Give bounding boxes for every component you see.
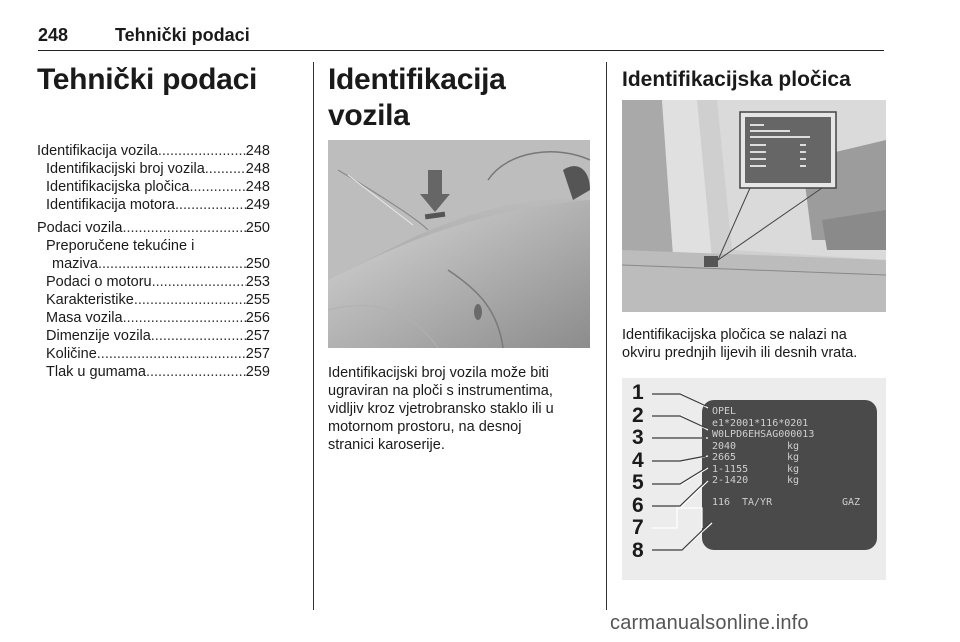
watermark: carmanualsonline.info bbox=[610, 612, 809, 634]
plate-weight-3: 1-1155 bbox=[712, 463, 749, 475]
toc-leader-dots bbox=[175, 196, 246, 214]
callout-6: 6 bbox=[632, 493, 644, 517]
plate-extra-code: GAZ bbox=[842, 496, 861, 508]
vin-text-line-1: Identifikacijski broj vozila može biti bbox=[328, 365, 549, 381]
toc-leader-dots bbox=[189, 178, 245, 196]
toc-entry-label: Identifikacijska pločica bbox=[46, 179, 190, 195]
plate-brand: OPEL bbox=[712, 406, 737, 417]
column-divider-1 bbox=[313, 62, 314, 610]
toc-entry-label: Identifikacijski broj vozila bbox=[46, 161, 205, 177]
callout-5: 5 bbox=[632, 471, 644, 494]
toc-entry[interactable] bbox=[37, 345, 270, 363]
vin-text-line-2: ugraviran na ploči s instrumentima, bbox=[328, 383, 553, 399]
toc-entry-page: 257 bbox=[245, 346, 270, 362]
toc-entry-page: 259 bbox=[245, 364, 270, 380]
vin-text-line-3: vidljiv kroz vjetrobransko staklo ili u bbox=[328, 401, 554, 417]
plate-text-line-2: okviru prednjih lijevih ili desnih vrata. bbox=[622, 345, 858, 361]
toc-entry[interactable] bbox=[37, 363, 270, 381]
toc-entry-page: 248 bbox=[245, 143, 270, 159]
toc-entry-page: 250 bbox=[245, 220, 270, 236]
id-plate-diagram bbox=[622, 378, 886, 580]
plate-description bbox=[622, 326, 886, 362]
plate-weight-1-unit: kg bbox=[787, 440, 800, 452]
callout-4: 4 bbox=[632, 448, 644, 472]
vin-text-line-4: motornom prostoru, na desnoj bbox=[328, 419, 522, 435]
plate-weight-4-unit: kg bbox=[787, 475, 800, 486]
page-header bbox=[38, 22, 884, 51]
toc-entry[interactable] bbox=[37, 237, 270, 255]
plate-approval-number: e1*2001*116*0201 bbox=[712, 417, 809, 429]
plate-weight-1: 2040 bbox=[712, 440, 737, 452]
plate-weight-4: 2-1420 bbox=[712, 475, 749, 486]
toc-leader-dots bbox=[97, 345, 246, 363]
callout-2: 2 bbox=[632, 403, 644, 427]
toc-entry-label: maziva bbox=[52, 256, 98, 272]
toc-leader-dots bbox=[152, 273, 246, 291]
plate-marker bbox=[704, 256, 718, 267]
toc-entry-label: Podaci vozila bbox=[37, 220, 123, 236]
toc-entry-page: 257 bbox=[245, 328, 270, 344]
toc-leader-dots bbox=[151, 327, 246, 345]
toc-leader-dots bbox=[123, 309, 246, 327]
toc-entry-label: Dimenzije vozila bbox=[46, 328, 151, 344]
toc-entry[interactable] bbox=[37, 291, 270, 309]
toc-entry[interactable] bbox=[37, 273, 270, 291]
callout-1: 1 bbox=[632, 381, 644, 404]
toc-entry-page: 248 bbox=[245, 179, 270, 195]
toc-entry[interactable] bbox=[37, 255, 270, 273]
toc-entry-page: 248 bbox=[245, 161, 270, 177]
header-title: Tehnički podaci bbox=[115, 25, 250, 45]
vin-description bbox=[328, 364, 590, 454]
toc-leader-dots bbox=[146, 363, 246, 381]
toc-entry-label: Identifikacija vozila bbox=[37, 143, 158, 159]
toc-entry[interactable] bbox=[37, 196, 270, 214]
toc-leader-dots bbox=[205, 160, 246, 178]
callout-8: 8 bbox=[632, 538, 644, 562]
callout-7: 7 bbox=[632, 516, 644, 539]
toc-entry[interactable] bbox=[37, 142, 270, 160]
chapter-title: Tehnički podaci bbox=[37, 63, 257, 96]
toc-entry-label: Identifikacija motora bbox=[46, 197, 175, 213]
section-title-vehicle-id: Identifikacija vozila bbox=[328, 63, 506, 132]
toc-leader-dots bbox=[98, 255, 246, 273]
plate-location-image bbox=[622, 100, 886, 312]
toc-entry[interactable] bbox=[37, 160, 270, 178]
page-number: 248 bbox=[38, 25, 69, 45]
column-divider-2 bbox=[606, 62, 607, 610]
toc-leader-dots bbox=[158, 142, 246, 160]
toc-column bbox=[37, 62, 270, 380]
plate-paint-code: TA/YR bbox=[742, 496, 773, 508]
toc-entry-label: Količine bbox=[46, 346, 97, 362]
toc-entry-page: 250 bbox=[245, 256, 270, 272]
plate-weight-2: 2665 bbox=[712, 452, 737, 463]
toc-entry[interactable] bbox=[37, 327, 270, 345]
toc-leader-dots bbox=[122, 219, 245, 237]
plate-code: 116 bbox=[712, 496, 731, 508]
plate-vin: W0LPD6EHSAG000013 bbox=[712, 429, 815, 440]
vin-location-image bbox=[328, 140, 590, 348]
toc-entry-page: 255 bbox=[245, 292, 270, 308]
plate-weight-3-unit: kg bbox=[787, 463, 800, 475]
toc-entry[interactable] bbox=[37, 178, 270, 196]
toc-entry-label: Preporučene tekućine i bbox=[46, 238, 195, 254]
vin-text-line-5: stranici karoserije. bbox=[328, 437, 445, 453]
plate-weight-2-unit: kg bbox=[787, 452, 800, 463]
toc-entry[interactable] bbox=[37, 309, 270, 327]
toc-leader-dots bbox=[134, 291, 246, 309]
toc-entry-page: 256 bbox=[245, 310, 270, 326]
toc-entry[interactable] bbox=[37, 219, 270, 237]
toc-entry-label: Karakteristike bbox=[46, 292, 134, 308]
callout-3: 3 bbox=[632, 426, 644, 449]
section-title-id-plate: Identifikacijska pločica bbox=[622, 68, 851, 91]
toc-entry-label: Podaci o motoru bbox=[46, 274, 152, 290]
toc-entry-page: 249 bbox=[245, 197, 270, 213]
plate-text-line-1: Identifikacijska pločica se nalazi na bbox=[622, 327, 847, 343]
table-of-contents bbox=[37, 142, 270, 381]
toc-entry-label: Masa vozila bbox=[46, 310, 123, 326]
plate-column bbox=[622, 62, 886, 98]
toc-entry-label: Tlak u gumama bbox=[46, 364, 146, 380]
toc-entry-page: 253 bbox=[245, 274, 270, 290]
